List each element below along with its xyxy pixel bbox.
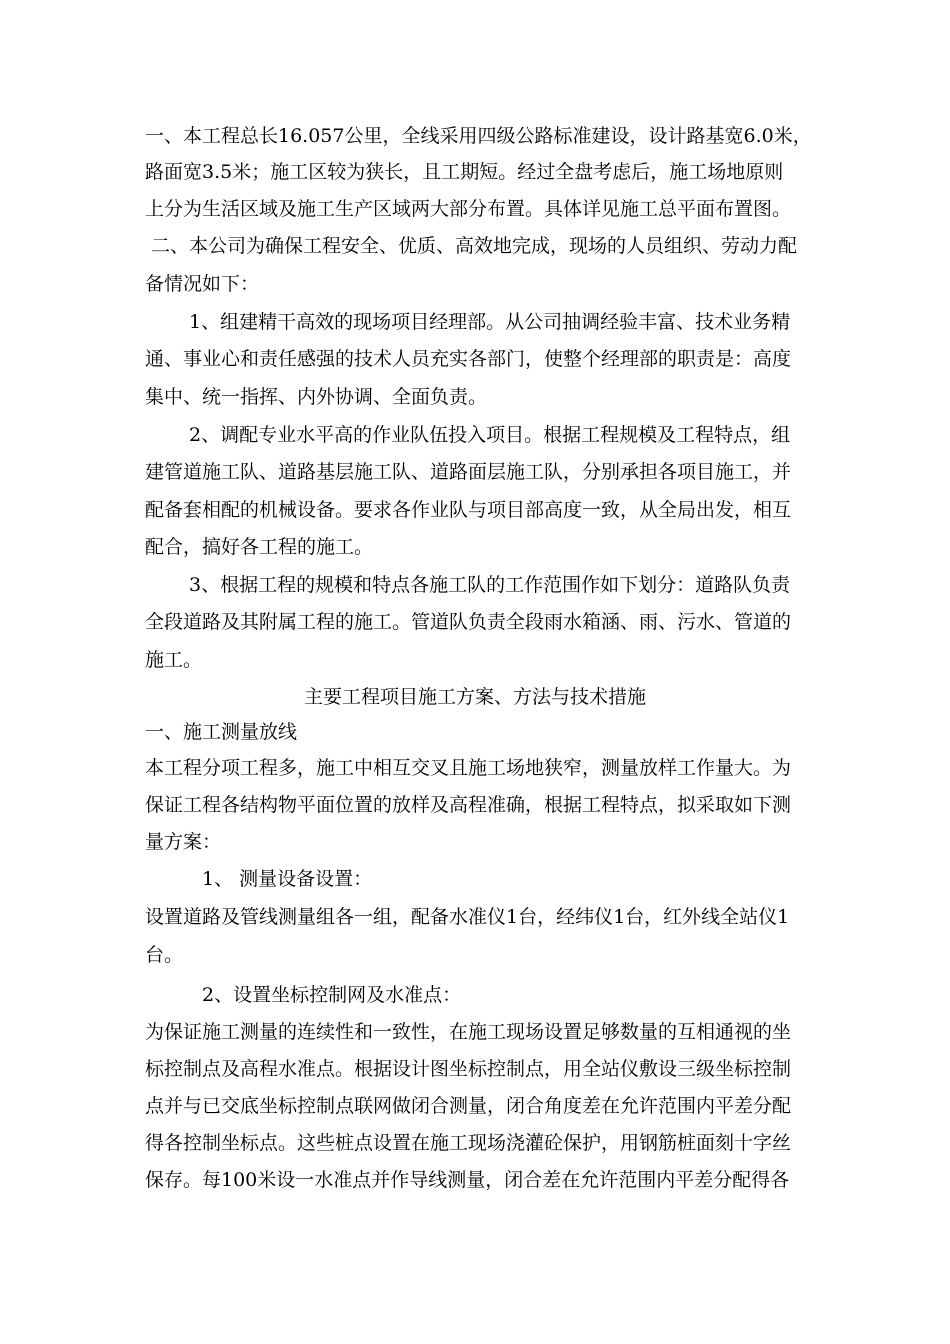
text-line: 得各控制坐标点。这些桩点设置在施工现场浇灌砼保护，用钢筋桩面刻十字丝 xyxy=(145,1132,792,1154)
text-line: 施工。 xyxy=(145,649,203,671)
text-line: 本工程分项工程多，施工中相互交叉且施工场地狭窄，测量放样工作量大。为 xyxy=(145,757,792,779)
text-line: 保存。每100米设一水准点并作导线测量，闭合差在允许范围内平差分配得各 xyxy=(145,1169,790,1191)
text-line: 1、组建精干高效的现场项目经理部。从公司抽调经验丰富、技术业务精 xyxy=(189,311,791,333)
text-line: 设置道路及管线测量组各一组，配备水准仪1台，经纬仪1台，红外线全站仪1 xyxy=(145,906,790,928)
text-line: 上分为生活区域及施工生产区域两大部分布置。具体详见施工总平面布置图。 xyxy=(145,198,792,220)
text-line: 3、根据工程的规模和特点各施工队的工作范围作如下划分：道路队负责 xyxy=(189,574,791,596)
text-line: 二、本公司为确保工程安全、优质、高效地完成，现场的人员组织、劳动力配 xyxy=(151,235,798,257)
text-line: 备情况如下： xyxy=(145,273,260,295)
text-line: 标控制点及高程水准点。根据设计图坐标控制点，用全站仪敷设三级坐标控制 xyxy=(145,1058,792,1080)
text-line: 2、调配专业水平高的作业队伍投入项目。根据工程规模及工程特点，组 xyxy=(189,424,791,446)
section-heading: 主要工程项目施工方案、方法与技术措施 xyxy=(303,686,646,708)
text-line: 建管道施工队、道路基层施工队、道路面层施工队，分别承担各项目施工，并 xyxy=(145,461,792,483)
text-line: 一、施工测量放线 xyxy=(145,721,298,743)
text-line: 配备套相配的机械设备。要求各作业队与项目部高度一致，从全局出发，相互 xyxy=(145,499,792,521)
text-line: 保证工程各结构物平面位置的放样及高程准确，根据工程特点，拟采取如下测 xyxy=(145,794,792,816)
text-line: 1、 测量设备设置： xyxy=(202,868,373,890)
text-line: 集中、统一指挥、内外协调、全面负责。 xyxy=(145,386,488,408)
text-line: 台。 xyxy=(145,944,184,966)
text-line: 路面宽3.5米；施工区较为狭长，且工期短。经过全盘考虑后，施工场地原则 xyxy=(145,161,784,183)
text-line: 2、设置坐标控制网及水准点： xyxy=(202,984,462,1006)
text-line: 量方案： xyxy=(145,831,222,853)
text-line: 为保证施工测量的连续性和一致性，在施工现场设置足够数量的互相通视的坐 xyxy=(145,1021,792,1043)
text-line: 一、本工程总长16.057公里，全线采用四级公路标准建设，设计路基宽6.0米， xyxy=(145,125,812,147)
text-line: 全段道路及其附属工程的施工。管道队负责全段雨水箱涵、雨、污水、管道的 xyxy=(145,611,792,633)
text-line: 点并与已交底坐标控制点联网做闭合测量，闭合角度差在允许范围内平差分配 xyxy=(145,1095,792,1117)
text-line: 配合，搞好各工程的施工。 xyxy=(145,536,374,558)
text-line: 通、事业心和责任感强的技术人员充实各部门，使整个经理部的职责是：高度 xyxy=(145,348,792,370)
